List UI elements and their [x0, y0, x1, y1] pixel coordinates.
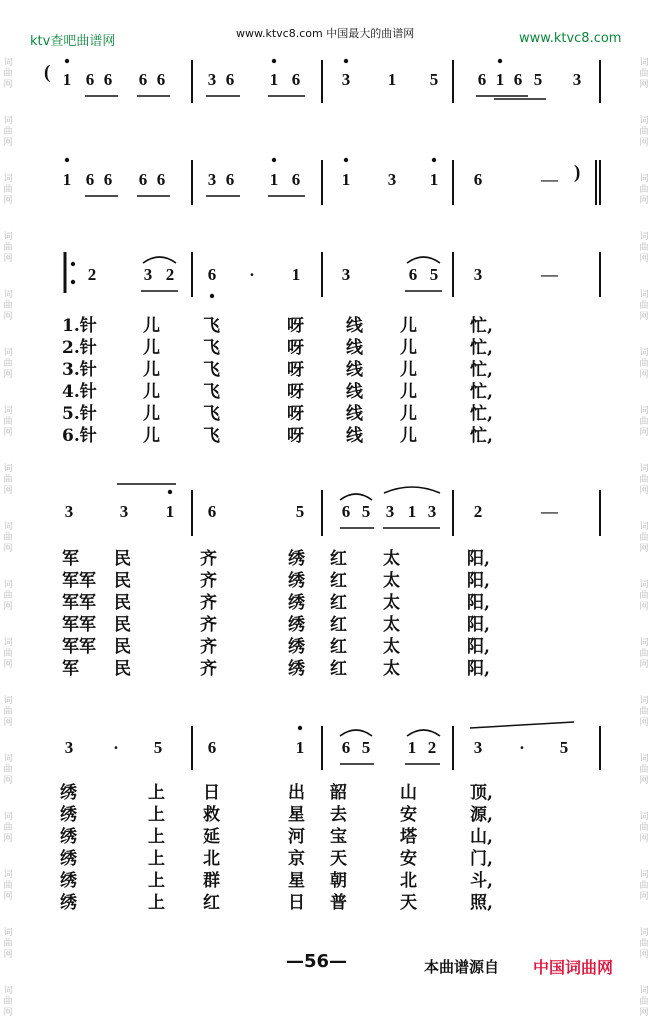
score-note: 1 [165, 502, 175, 521]
score-note: 6 [408, 265, 418, 284]
lyric-syllable: 忙, [470, 426, 493, 446]
score-note: — [541, 265, 558, 284]
lyric-syllable: 齐 [200, 637, 217, 657]
intro-open-paren: ( [44, 62, 51, 83]
lyric-syllable: 群 [203, 871, 220, 891]
watermark-glyph: 词 曲 网 [3, 812, 13, 844]
score-note: 1 [341, 170, 351, 189]
watermark-glyph: 词 曲 网 [639, 522, 649, 554]
score-note: 1 [62, 170, 72, 189]
lyric-syllable: 日 [203, 783, 220, 803]
lyric-syllable: 儿 [400, 426, 417, 446]
lyric-syllable: 儿 [400, 360, 417, 380]
score-note: 2 [87, 265, 97, 284]
watermark-glyph: 词 曲 网 [639, 116, 649, 148]
score-note: — [541, 502, 558, 521]
lyric-syllable: 太 [383, 593, 400, 613]
watermark-glyph: 词 曲 网 [639, 870, 649, 902]
score-note: 1 [269, 170, 279, 189]
score-note: 1 [407, 738, 417, 757]
lyric-syllable: 绣 [288, 593, 305, 613]
octave-dot [168, 490, 172, 494]
lyric-syllable: 阳, [467, 549, 490, 569]
lyric-syllable: 绣 [288, 615, 305, 635]
lyric-syllable: 军军 [62, 615, 96, 635]
lyric-syllable: 阳, [467, 593, 490, 613]
watermark-glyph: 词 曲 网 [639, 754, 649, 786]
lyric-syllable: 绣 [288, 571, 305, 591]
lyric-syllable: 线 [346, 338, 363, 358]
watermark-glyph: 词 曲 网 [639, 348, 649, 380]
score-note: 3 [341, 265, 351, 284]
score-note: 6 [103, 170, 113, 189]
score-note: · [113, 738, 119, 757]
score-note: 6 [341, 738, 351, 757]
lyric-syllable: 飞 [203, 382, 220, 402]
score-note: 3 [119, 502, 129, 521]
lyric-syllable: 军 [62, 659, 79, 679]
score-note: 3 [427, 502, 437, 521]
score-note: 6 [513, 70, 523, 89]
lyric-syllable: 呀 [287, 316, 304, 336]
lyric-syllable: 红 [330, 593, 347, 613]
watermark-glyph: 词 曲 网 [3, 638, 13, 670]
site-header-center: www.ktvc8.com 中国最大的曲谱网 [236, 27, 415, 40]
watermark-glyph: 词 曲 网 [3, 406, 13, 438]
watermark-glyph: 词 曲 网 [3, 116, 13, 148]
score-note: 1 [269, 70, 279, 89]
lyric-syllable: 儿 [400, 404, 417, 424]
lyric-syllable: 星 [288, 805, 305, 825]
lyric-syllable: 儿 [400, 316, 417, 336]
score-note: 6 [156, 170, 166, 189]
slur [143, 257, 176, 263]
score-note: 5 [559, 738, 569, 757]
score-note: 6 [477, 70, 487, 89]
lyric-syllable: 天 [330, 849, 347, 869]
slur [384, 487, 440, 493]
lyric-syllable: 绣 [60, 805, 77, 825]
lyric-syllable: 延 [203, 827, 220, 847]
lyric-syllable: 塔 [400, 827, 417, 847]
lyric-syllable: 河 [288, 827, 305, 847]
watermark-glyph: 词 曲 网 [3, 522, 13, 554]
lyric-syllable: 门, [470, 849, 493, 869]
lyric-syllable: 山, [470, 827, 493, 847]
lyric-syllable: 出 [288, 783, 305, 803]
score-note: 1 [291, 265, 301, 284]
repeat-dot [71, 280, 75, 284]
lyric-syllable: 绣 [288, 637, 305, 657]
lyric-syllable: 去 [330, 805, 347, 825]
lyric-syllable: 军军 [62, 637, 96, 657]
lyric-syllable: 飞 [203, 360, 220, 380]
octave-dot [65, 158, 69, 162]
lyric-syllable: 绣 [288, 659, 305, 679]
watermark-glyph: 词 曲 网 [3, 870, 13, 902]
lyric-syllable: 韶 [330, 783, 347, 803]
score-note: 6 [85, 70, 95, 89]
score-note: 1 [62, 70, 72, 89]
low-octave-dot [210, 294, 214, 298]
site-header-left[interactable]: ktv查吧曲谱网 [30, 34, 116, 49]
lyric-syllable: 红 [330, 571, 347, 591]
lyric-syllable: 红 [330, 637, 347, 657]
lyric-syllable: 民 [114, 593, 131, 613]
repeat-dot [71, 262, 75, 266]
score-note: 6 [291, 70, 301, 89]
lyric-syllable: 太 [383, 659, 400, 679]
lyric-syllable: 忙, [470, 404, 493, 424]
lyric-syllable: 军 [62, 549, 79, 569]
lyric-syllable: 儿 [400, 382, 417, 402]
score-note: 5 [295, 502, 305, 521]
score-note: 3 [387, 170, 397, 189]
watermark-glyph: 词 曲 网 [639, 58, 649, 90]
lyric-syllable: 儿 [143, 426, 160, 446]
watermark-glyph: 词 曲 网 [3, 290, 13, 322]
lyric-syllable: 民 [114, 571, 131, 591]
score-note: 2 [165, 265, 175, 284]
octave-dot [298, 726, 302, 730]
watermark-glyph: 词 曲 网 [639, 986, 649, 1018]
lyric-syllable: 儿 [143, 316, 160, 336]
lyric-syllable: 救 [203, 805, 220, 825]
lyric-syllable: 军军 [62, 571, 96, 591]
lyric-syllable: 北 [203, 849, 220, 869]
lyric-syllable: 星 [288, 871, 305, 891]
lyric-syllable: 宝 [330, 827, 347, 847]
lyric-syllable: 飞 [203, 404, 220, 424]
watermark-glyph: 词 曲 网 [639, 232, 649, 264]
lyric-syllable: 儿 [143, 360, 160, 380]
lyric-syllable: 红 [330, 549, 347, 569]
score-note: 6 [207, 502, 217, 521]
score-note: — [541, 170, 558, 189]
lyric-syllable: 呀 [287, 360, 304, 380]
score-note: 6 [207, 265, 217, 284]
intro-close-paren: ) [574, 162, 581, 183]
lyric-syllable: 儿 [143, 404, 160, 424]
octave-dot [272, 158, 276, 162]
lyric-syllable: 线 [346, 426, 363, 446]
lyric-syllable: 太 [383, 549, 400, 569]
lyric-syllable: 儿 [143, 338, 160, 358]
score-note: 6 [225, 170, 235, 189]
lyric-syllable: 天 [400, 893, 417, 913]
score-note: 6 [473, 170, 483, 189]
score-note: 3 [572, 70, 582, 89]
lyric-syllable: 线 [346, 360, 363, 380]
lyric-syllable: 安 [400, 849, 417, 869]
score-note: · [249, 265, 255, 284]
score-note: 3 [143, 265, 153, 284]
lyric-syllable: 呀 [287, 338, 304, 358]
lyric-syllable: 忙, [470, 360, 493, 380]
page-number: —56— [286, 951, 348, 972]
lyric-syllable: 飞 [203, 426, 220, 446]
lyric-syllable: 阳, [467, 637, 490, 657]
lyric-syllable: 上 [148, 827, 165, 847]
lyric-syllable: 阳, [467, 615, 490, 635]
lyric-syllable: 顶, [470, 783, 493, 803]
score-note: 1 [295, 738, 305, 757]
watermark-glyph: 词 曲 网 [3, 464, 13, 496]
lyric-syllable: 齐 [200, 659, 217, 679]
slur [407, 730, 440, 736]
watermark-glyph: 词 曲 网 [3, 986, 13, 1018]
slur [407, 257, 440, 263]
score-note: 6 [103, 70, 113, 89]
brand-link[interactable]: 中国词曲网 [533, 958, 614, 977]
lyric-syllable: 日 [288, 893, 305, 913]
lyric-syllable: 绣 [288, 549, 305, 569]
lyric-syllable: 儿 [400, 338, 417, 358]
score-note: 5 [429, 70, 439, 89]
score-note: 3 [473, 265, 483, 284]
lyric-syllable: 上 [148, 893, 165, 913]
watermark-glyph: 词 曲 网 [639, 696, 649, 728]
score-note: 3 [64, 738, 74, 757]
lyric-syllable: 红 [330, 615, 347, 635]
source-label: 本曲谱源自 [424, 958, 500, 976]
lyric-syllable: 线 [346, 404, 363, 424]
lyric-syllable: 忙, [470, 338, 493, 358]
slur [340, 494, 372, 500]
score-note: 6 [291, 170, 301, 189]
lyric-syllable: 上 [148, 871, 165, 891]
lyric-syllable: 齐 [200, 571, 217, 591]
score-note: 6 [207, 738, 217, 757]
lyric-syllable: 飞 [203, 316, 220, 336]
lyric-syllable: 齐 [200, 549, 217, 569]
lyric-syllable: 源, [470, 805, 493, 825]
lyric-syllable: 绣 [60, 893, 77, 913]
lyric-syllable: 齐 [200, 615, 217, 635]
watermark-glyph: 词 曲 网 [639, 580, 649, 612]
lyric-syllable: 飞 [203, 338, 220, 358]
score-note: 6 [138, 170, 148, 189]
lyric-syllable: 太 [383, 615, 400, 635]
score-note: 2 [427, 738, 437, 757]
octave-dot [432, 158, 436, 162]
octave-dot [344, 158, 348, 162]
lyric-syllable: 4.针 [62, 382, 97, 402]
lyric-syllable: 照, [470, 893, 493, 913]
score-note: 1 [429, 170, 439, 189]
lyric-syllable: 阳, [467, 571, 490, 591]
watermark-glyph: 词 曲 网 [3, 58, 13, 90]
lyric-syllable: 呀 [287, 426, 304, 446]
watermark-glyph: 词 曲 网 [3, 696, 13, 728]
lyric-syllable: 民 [114, 615, 131, 635]
lyric-syllable: 阳, [467, 659, 490, 679]
lyric-syllable: 上 [148, 849, 165, 869]
lyric-syllable: 安 [400, 805, 417, 825]
watermark-glyph: 词 曲 网 [639, 928, 649, 960]
watermark-glyph: 词 曲 网 [3, 348, 13, 380]
lyric-syllable: 6.针 [62, 426, 97, 446]
lyric-syllable: 太 [383, 571, 400, 591]
watermark-glyph: 词 曲 网 [3, 174, 13, 206]
watermark-glyph: 词 曲 网 [3, 928, 13, 960]
score-note: 3 [207, 170, 217, 189]
octave-dot [344, 59, 348, 63]
score-note: 6 [156, 70, 166, 89]
watermark-glyph: 词 曲 网 [639, 812, 649, 844]
lyric-syllable: 上 [148, 783, 165, 803]
slur [340, 730, 372, 736]
lyric-syllable: 线 [346, 382, 363, 402]
score-note: 3 [64, 502, 74, 521]
score-note: · [519, 738, 525, 757]
lyric-syllable: 齐 [200, 593, 217, 613]
lyric-syllable: 儿 [143, 382, 160, 402]
watermark-glyph: 词 曲 网 [3, 580, 13, 612]
lyric-syllable: 呀 [287, 382, 304, 402]
lyric-syllable: 京 [288, 849, 305, 869]
score-note: 1 [407, 502, 417, 521]
lyric-syllable: 呀 [287, 404, 304, 424]
watermark-glyph: 词 曲 网 [639, 406, 649, 438]
lyric-syllable: 太 [383, 637, 400, 657]
octave-dot [498, 59, 502, 63]
tie-line [470, 722, 574, 728]
site-header-right[interactable]: www.ktvc8.com [519, 31, 622, 46]
score-note: 6 [225, 70, 235, 89]
watermark-glyph: 词 曲 网 [639, 638, 649, 670]
octave-dot [272, 59, 276, 63]
score-note: 1 [495, 70, 505, 89]
lyric-syllable: 民 [114, 549, 131, 569]
lyric-syllable: 5.针 [62, 404, 97, 424]
lyric-syllable: 上 [148, 805, 165, 825]
score-note: 5 [153, 738, 163, 757]
watermark-glyph: 词 曲 网 [639, 464, 649, 496]
lyric-syllable: 朝 [330, 871, 347, 891]
lyric-syllable: 绣 [60, 827, 77, 847]
lyric-syllable: 线 [346, 316, 363, 336]
lyric-syllable: 北 [400, 871, 417, 891]
octave-dot [65, 59, 69, 63]
score-note: 3 [341, 70, 351, 89]
score-note: 1 [387, 70, 397, 89]
score-note: 6 [85, 170, 95, 189]
lyric-syllable: 1.针 [62, 316, 97, 336]
lyric-syllable: 忙, [470, 382, 493, 402]
watermark-glyph: 词 曲 网 [639, 290, 649, 322]
lyric-syllable: 绣 [60, 783, 77, 803]
lyric-syllable: 普 [330, 893, 347, 913]
lyric-syllable: 忙, [470, 316, 493, 336]
lyric-syllable: 2.针 [62, 338, 97, 358]
lyric-syllable: 红 [203, 893, 220, 913]
lyric-syllable: 民 [114, 659, 131, 679]
watermark-glyph: 词 曲 网 [3, 754, 13, 786]
score-note: 5 [429, 265, 439, 284]
score-note: 3 [473, 738, 483, 757]
lyric-syllable: 绣 [60, 849, 77, 869]
lyric-syllable: 斗, [470, 871, 493, 891]
score-note: 5 [361, 738, 371, 757]
watermark-glyph: 词 曲 网 [639, 174, 649, 206]
score-note: 5 [361, 502, 371, 521]
watermark-glyph: 词 曲 网 [3, 232, 13, 264]
lyric-syllable: 山 [400, 783, 417, 803]
score-note: 2 [473, 502, 483, 521]
lyric-syllable: 3.针 [62, 360, 97, 380]
score-note: 3 [385, 502, 395, 521]
score-note: 3 [207, 70, 217, 89]
score-note: 5 [533, 70, 543, 89]
lyric-syllable: 军军 [62, 593, 96, 613]
score-note: 6 [341, 502, 351, 521]
lyric-syllable: 绣 [60, 871, 77, 891]
score-note: 6 [138, 70, 148, 89]
lyric-syllable: 红 [330, 659, 347, 679]
lyric-syllable: 民 [114, 637, 131, 657]
